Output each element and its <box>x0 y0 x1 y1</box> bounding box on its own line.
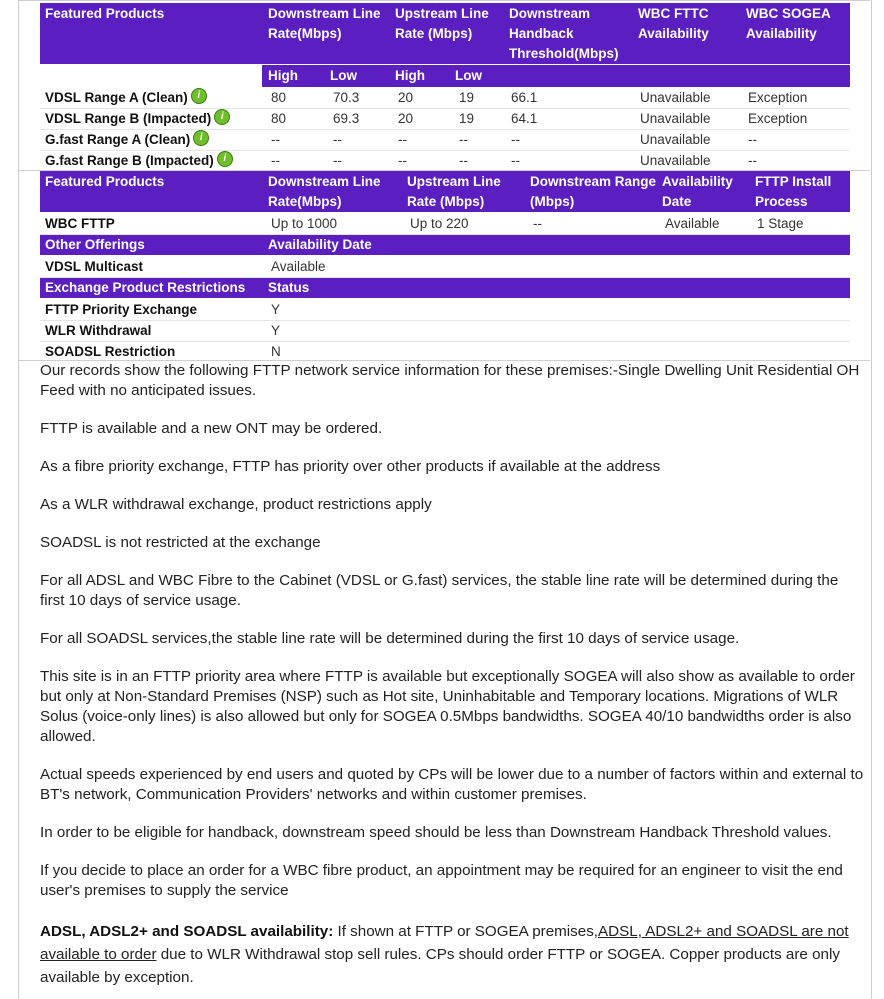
vdsl-table-header <box>40 3 850 64</box>
cell-down-high: 80 <box>271 111 287 126</box>
col-status: Status <box>268 280 310 295</box>
table-row <box>40 150 850 172</box>
info-icon[interactable] <box>217 151 233 167</box>
col-sogea-availability: WBC SOGEA Availability <box>746 6 831 41</box>
info-icon[interactable] <box>214 109 230 125</box>
note-appointment: If you decide to place an order for a WBC fibre product, an appointment may be required for an engineer to visit the end user's premises to supply the service <box>40 862 843 899</box>
cell-sogea: -- <box>748 153 757 168</box>
note-adsl-availability: ADSL, ADSL2+ and SOADSL availability: If shown at FTTP or SOGEA premises,ADSL, ADSL2+ and SOADSL are not available to order due to WLR Withdrawal stop sell rules. CPs should order FTTP or SOGEA. Copper products are only available by exception. <box>40 923 849 986</box>
row-label: G.fast Range B (Impacted)i <box>45 151 233 170</box>
row-label: G.fast Range A (Clean)i <box>45 130 209 149</box>
subcol-up-high: High <box>395 68 425 83</box>
table-row <box>40 213 850 235</box>
subcol-down-high: High <box>268 68 298 83</box>
col-downstream-range: Downstream Range (Mbps) <box>530 174 657 209</box>
cell-down-low: 70.3 <box>333 90 360 105</box>
col-fttc-availability: WBC FTTC Availability <box>638 6 709 41</box>
cell-up-low: -- <box>459 132 468 147</box>
col-upstream: Upstream Line Rate (Mbps) <box>395 6 489 41</box>
row-label: WBC FTTP <box>45 216 115 231</box>
table-row <box>40 341 850 362</box>
cell-down-high: -- <box>271 153 280 168</box>
note-wlr-withdrawal: As a WLR withdrawal exchange, product restrictions apply <box>40 496 432 513</box>
vdsl-subheader <box>40 64 850 87</box>
table-row <box>40 87 850 109</box>
cell-fttc: Unavailable <box>640 111 711 126</box>
row-label: FTTP Priority Exchange <box>45 302 198 317</box>
cell-upstream: Up to 220 <box>410 216 469 231</box>
note-actual-speeds: Actual speeds experienced by end users and quoted by CPs will be lower due to a number of factors within and external to BT's network, Communication Providers' networks and within customer premises. <box>40 766 864 803</box>
note-fttp-available: FTTP is available and a new ONT may be ordered. <box>40 420 383 437</box>
cell-status: N <box>271 344 281 359</box>
cell-value: Available <box>271 259 326 274</box>
subcol-down-low: Low <box>330 68 357 83</box>
note-fttp-priority-area: This site is in an FTTP priority area where FTTP is available but exceptionally SOGEA will also show as available to order but only at Non-Standard Premises (NSP) such as Hot site, Uninhabitable and Temporary locations. Migrations of WLR Solus (voice-only lines) is also allowed but only for SOGEA 0.5Mbps bandwidths. SOGEA 40/10 bandwidths order is also allowed. <box>40 668 855 745</box>
underlined-text: ADSL, ADSL2+ and SOADSL are not available to order <box>40 923 849 963</box>
cell-sogea: -- <box>748 132 757 147</box>
info-icon[interactable] <box>193 130 209 146</box>
other-offerings-header <box>40 235 850 255</box>
col-featured-products: Featured Products <box>45 6 165 21</box>
cell-status: Y <box>271 302 281 317</box>
table-row <box>40 299 850 321</box>
col-featured-products: Featured Products <box>45 174 165 189</box>
cell-up-low: 19 <box>459 111 475 126</box>
subcol-up-low: Low <box>455 68 482 83</box>
cell-fttc: Unavailable <box>640 132 711 147</box>
row-label: SOADSL Restriction <box>45 344 176 359</box>
col-handback: Downstream Handback Threshold(Mbps) <box>509 6 619 61</box>
cell-up-high: 20 <box>398 111 414 126</box>
col-upstream: Upstream Line Rate (Mbps) <box>407 174 501 209</box>
cell-handback: 66.1 <box>511 90 538 105</box>
info-icon[interactable] <box>191 88 207 104</box>
table-row <box>40 320 850 342</box>
cell-up-high: -- <box>398 153 407 168</box>
fttp-table-header <box>40 171 850 212</box>
exchange-restrictions-header <box>40 278 850 298</box>
cell-down-high: 80 <box>271 90 287 105</box>
note-stable-line-rate: For all ADSL and WBC Fibre to the Cabinet (VDSL or G.fast) services, the stable line rate will be determined during the first 10 days of service usage. <box>40 572 839 609</box>
cell-up-low: -- <box>459 153 468 168</box>
cell-handback: -- <box>511 132 520 147</box>
note-soadsl: SOADSL is not restricted at the exchange <box>40 534 321 551</box>
col-downstream: Downstream Line Rate(Mbps) <box>268 6 381 41</box>
note-network-service: Our records show the following FTTP network service information for these premises:-Single Dwelling Unit Residential OH Feed with no anticipated issues. <box>40 362 860 399</box>
cell-down-low: -- <box>333 153 342 168</box>
row-label: VDSL Range A (Clean)i <box>45 88 207 107</box>
cell-handback: -- <box>511 153 520 168</box>
cell-down-low: 69.3 <box>333 111 360 126</box>
note-fibre-priority: As a fibre priority exchange, FTTP has priority over other products if available at the address <box>40 458 661 475</box>
col-other-offerings: Other Offerings <box>45 237 145 252</box>
cell-fttc: Unavailable <box>640 90 711 105</box>
cell-up-low: 19 <box>459 90 475 105</box>
col-downstream: Downstream Line Rate(Mbps) <box>268 174 381 209</box>
cell-up-high: -- <box>398 132 407 147</box>
cell-down-low: -- <box>333 132 342 147</box>
note-heading: ADSL, ADSL2+ and SOADSL availability: <box>40 923 334 940</box>
note-soadsl-line-rate: For all SOADSL services,the stable line rate will be determined during the first 10 days of service usage. <box>40 630 740 647</box>
col-availability-date: Availability Date <box>662 174 733 209</box>
row-label: VDSL Range B (Impacted)i <box>45 109 230 128</box>
cell-handback: 64.1 <box>511 111 538 126</box>
row-label: VDSL Multicast <box>45 259 144 274</box>
col-availability-date: Availability Date <box>268 237 372 252</box>
cell-fttc: Unavailable <box>640 153 711 168</box>
cell-downstream: Up to 1000 <box>271 216 338 231</box>
cell-up-high: 20 <box>398 90 414 105</box>
table-row <box>40 256 850 278</box>
cell-install: 1 Stage <box>757 216 804 231</box>
row-label: WLR Withdrawal <box>45 323 152 338</box>
col-install-process: FTTP Install Process <box>755 174 832 209</box>
cell-range: -- <box>533 216 542 231</box>
col-restrictions: Exchange Product Restrictions <box>45 280 246 295</box>
cell-status: Y <box>271 323 281 338</box>
note-handback: In order to be eligible for handback, downstream speed should be less than Downstream Handback Threshold values. <box>40 824 832 841</box>
cell-sogea: Exception <box>748 90 808 105</box>
divider <box>18 0 870 1</box>
table-row <box>40 108 850 130</box>
cell-availability: Available <box>665 216 720 231</box>
cell-down-high: -- <box>271 132 280 147</box>
table-row <box>40 129 850 151</box>
cell-sogea: Exception <box>748 111 808 126</box>
